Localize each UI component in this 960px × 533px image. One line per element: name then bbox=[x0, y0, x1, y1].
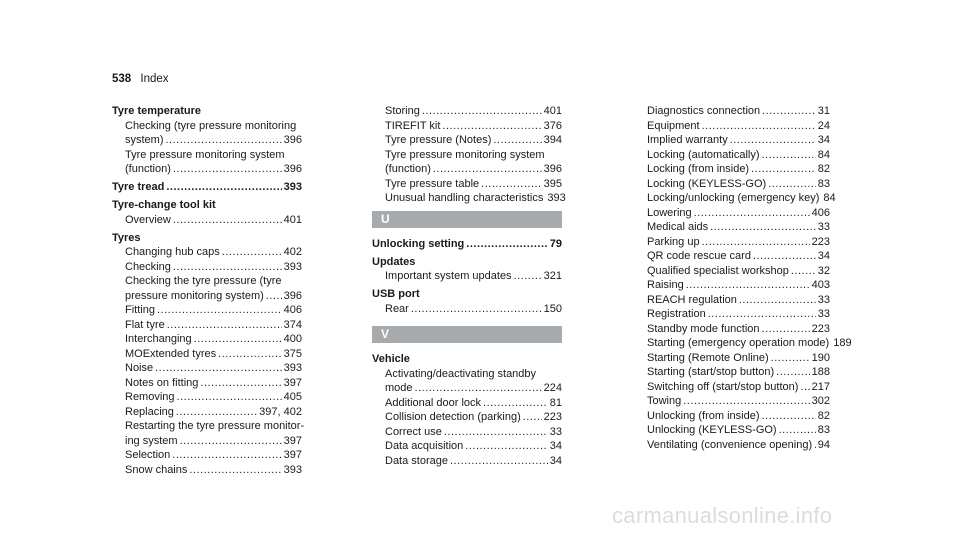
dot-leader bbox=[167, 318, 282, 333]
page-reference[interactable]: 150 bbox=[543, 302, 562, 315]
letter-heading: U bbox=[372, 211, 562, 228]
page-reference[interactable]: 403 bbox=[811, 279, 830, 291]
index-entry bbox=[634, 438, 830, 453]
index-entry bbox=[372, 133, 562, 148]
index-entry-text: Qualified specialist workshop bbox=[647, 264, 789, 277]
index-entry-text: Ventilating (convenience opening) bbox=[647, 438, 813, 451]
page-reference[interactable]: 82 bbox=[817, 163, 830, 175]
index-heading bbox=[372, 287, 562, 302]
index-entry-text: Flat tyre bbox=[125, 318, 165, 331]
index-entry-text: Starting (emergency operation mode) bbox=[647, 337, 830, 349]
dot-leader bbox=[450, 454, 548, 469]
index-entry bbox=[372, 302, 562, 317]
index-entry bbox=[112, 260, 302, 275]
page-reference[interactable]: 397, 402 bbox=[259, 405, 302, 418]
dot-leader bbox=[433, 162, 542, 177]
index-entry-text: pressure monitoring system) bbox=[125, 289, 264, 302]
index-heading bbox=[112, 231, 302, 246]
dot-leader bbox=[771, 351, 810, 366]
index-entry bbox=[634, 423, 830, 438]
index-entry bbox=[634, 322, 830, 337]
dot-leader bbox=[779, 423, 816, 438]
index-entry-text: (function) bbox=[125, 163, 171, 175]
index-entry-text: REACH regulation bbox=[647, 293, 737, 306]
index-entry-text: ing system bbox=[125, 434, 178, 447]
index-heading bbox=[372, 352, 562, 367]
index-entry-text: Starting (Remote Online) bbox=[647, 351, 769, 364]
page-reference[interactable]: 321 bbox=[543, 270, 562, 282]
letter-heading: V bbox=[372, 326, 562, 343]
page-reference[interactable]: 393 bbox=[283, 362, 302, 374]
index-entry-text: Medical aids bbox=[647, 221, 709, 233]
page-reference[interactable]: 188 bbox=[811, 366, 830, 378]
index-entry-text: Important system updates bbox=[385, 270, 512, 282]
dot-leader bbox=[177, 390, 282, 405]
dot-leader bbox=[768, 177, 816, 192]
index-entry bbox=[634, 133, 830, 148]
page-reference[interactable]: 400 bbox=[283, 333, 302, 345]
index-entry-text: Data acquisition bbox=[385, 440, 464, 452]
page-reference[interactable]: 375 bbox=[283, 347, 302, 360]
index-heading-text: USB port bbox=[372, 288, 420, 300]
index-entry bbox=[634, 264, 830, 279]
page-reference[interactable]: 396 bbox=[283, 134, 302, 146]
index-heading bbox=[112, 198, 302, 213]
index-entry-text: Raising bbox=[647, 279, 684, 291]
index-entry bbox=[634, 191, 836, 206]
index-entry bbox=[372, 162, 562, 177]
page-reference[interactable]: 393 bbox=[547, 192, 566, 204]
dot-leader bbox=[686, 278, 810, 293]
index-entry bbox=[634, 409, 830, 424]
page-reference[interactable]: 34 bbox=[817, 134, 830, 146]
index-entry-text: Snow chains bbox=[125, 463, 188, 476]
index-entry bbox=[112, 434, 302, 449]
index-entry-text: Storing bbox=[385, 105, 420, 117]
page-reference[interactable]: 397 bbox=[283, 449, 302, 461]
index-entry-text: Starting (start/stop button) bbox=[647, 366, 775, 378]
page-reference[interactable]: 396 bbox=[543, 163, 562, 175]
dot-leader bbox=[173, 213, 282, 228]
index-heading-text: Tyre tread bbox=[112, 181, 165, 193]
dot-leader bbox=[523, 410, 542, 425]
page-reference[interactable]: 397 bbox=[283, 376, 302, 389]
index-column-2 bbox=[372, 104, 566, 468]
page-reference[interactable]: 81 bbox=[549, 396, 562, 409]
index-entry-text: Locking (automatically) bbox=[647, 148, 760, 161]
index-entry bbox=[372, 425, 562, 440]
page-reference[interactable]: 83 bbox=[817, 424, 830, 436]
page-reference[interactable]: 33 bbox=[817, 221, 830, 233]
index-heading bbox=[372, 237, 562, 252]
index-entry bbox=[112, 318, 302, 333]
dot-leader bbox=[776, 365, 809, 380]
index-entry-text: Checking bbox=[125, 260, 171, 273]
index-entry bbox=[372, 177, 562, 192]
dot-leader bbox=[173, 260, 282, 275]
index-entry bbox=[112, 245, 302, 260]
index-entry-text: Locking (KEYLESS-GO) bbox=[647, 177, 767, 190]
dot-leader bbox=[481, 177, 541, 192]
index-entry-text: Data storage bbox=[385, 454, 448, 467]
index-heading-text: Vehicle bbox=[372, 353, 410, 365]
page-reference[interactable]: 223 bbox=[811, 235, 830, 248]
dot-leader bbox=[176, 405, 257, 420]
dot-leader bbox=[683, 394, 809, 409]
index-entry bbox=[372, 410, 562, 425]
dot-leader bbox=[762, 148, 816, 163]
page-reference[interactable]: 394 bbox=[543, 134, 562, 146]
page-reference[interactable]: 33 bbox=[549, 425, 562, 438]
index-entry-text: Implied warranty bbox=[647, 134, 728, 146]
dot-leader bbox=[814, 438, 816, 453]
dot-leader bbox=[442, 119, 541, 134]
dot-leader bbox=[166, 133, 282, 148]
index-entry-text: QR code rescue card bbox=[647, 250, 751, 262]
index-entry bbox=[112, 463, 302, 478]
page-reference[interactable]: 82 bbox=[817, 409, 830, 422]
page-reference[interactable]: 31 bbox=[817, 105, 830, 117]
index-entry-text: Checking (tyre pressure monitoring bbox=[125, 119, 297, 132]
dot-leader bbox=[514, 269, 542, 284]
dot-leader bbox=[415, 381, 542, 396]
page-reference[interactable]: 223 bbox=[543, 411, 562, 423]
index-entry-text: mode bbox=[385, 382, 413, 394]
index-entry bbox=[372, 396, 562, 411]
dot-leader bbox=[751, 162, 816, 177]
page-reference[interactable]: 393 bbox=[283, 260, 302, 273]
index-entry-text: MOExtended tyres bbox=[125, 347, 217, 360]
page-reference[interactable]: 396 bbox=[283, 163, 302, 175]
page-reference[interactable]: 190 bbox=[811, 351, 830, 364]
index-entry bbox=[372, 119, 562, 134]
section-title: Index bbox=[140, 73, 169, 85]
index-entry bbox=[372, 439, 562, 454]
index-entry-text: Checking the tyre pressure (tyre bbox=[125, 275, 282, 287]
index-entry-text: Selection bbox=[125, 449, 171, 461]
dot-leader bbox=[791, 264, 816, 279]
dot-leader bbox=[411, 302, 542, 317]
dot-leader bbox=[222, 245, 282, 260]
index-entry bbox=[634, 235, 830, 250]
index-entry bbox=[372, 381, 562, 396]
page-reference[interactable]: 223 bbox=[811, 322, 830, 335]
dot-leader bbox=[155, 361, 282, 376]
index-entry-text: Noise bbox=[125, 362, 154, 374]
index-entry-text: Tyre pressure (Notes) bbox=[385, 134, 492, 146]
index-entry bbox=[634, 220, 830, 235]
index-entry bbox=[634, 162, 830, 177]
index-entry-text: Lowering bbox=[647, 206, 692, 219]
page-reference[interactable]: 34 bbox=[817, 250, 830, 262]
page-reference[interactable]: 374 bbox=[283, 318, 302, 331]
dot-leader bbox=[466, 237, 547, 252]
dot-leader bbox=[483, 396, 548, 411]
index-entry bbox=[112, 361, 302, 376]
index-entry bbox=[112, 162, 302, 177]
dot-leader bbox=[762, 322, 810, 337]
index-entry bbox=[372, 454, 562, 469]
index-entry-text: Tyre pressure table bbox=[385, 177, 480, 190]
index-entry-text: Switching off (start/stop button) bbox=[647, 380, 799, 393]
page-reference[interactable]: 94 bbox=[817, 438, 830, 451]
index-entry bbox=[112, 347, 302, 362]
index-entry-text: Locking (from inside) bbox=[647, 163, 750, 175]
page-header bbox=[112, 73, 169, 85]
index-entry-text: Diagnostics connection bbox=[647, 105, 761, 117]
index-entry-text: system) bbox=[125, 134, 164, 146]
index-entry-text: Standby mode function bbox=[647, 322, 760, 335]
index-entry bbox=[112, 303, 302, 318]
page-reference[interactable]: 79 bbox=[549, 237, 562, 250]
page-reference[interactable]: 401 bbox=[283, 213, 302, 226]
index-entry-text: Activating/deactivating standby bbox=[385, 367, 537, 380]
index-entry-text: Parking up bbox=[647, 235, 700, 248]
page-reference[interactable]: 396 bbox=[283, 289, 302, 302]
page-reference[interactable]: 224 bbox=[543, 382, 562, 394]
index-entry bbox=[634, 249, 830, 264]
index-entry bbox=[112, 289, 302, 304]
index-entry bbox=[112, 133, 302, 148]
index-entry bbox=[634, 351, 830, 366]
index-entry-text: Notes on fitting bbox=[125, 376, 199, 389]
dot-leader bbox=[157, 303, 282, 318]
dot-leader bbox=[800, 380, 809, 395]
index-entry bbox=[372, 191, 566, 206]
page-reference[interactable]: 405 bbox=[283, 391, 302, 403]
index-column-3 bbox=[634, 104, 852, 452]
dot-leader bbox=[172, 448, 281, 463]
page-reference[interactable]: 376 bbox=[543, 119, 562, 132]
index-entry-text: Unusual handling characteristics bbox=[385, 192, 544, 204]
index-entry-text: Fitting bbox=[125, 304, 155, 316]
dot-leader bbox=[702, 119, 816, 134]
index-heading bbox=[112, 180, 302, 195]
index-entry-text: Equipment bbox=[647, 119, 700, 132]
index-entry-text: Replacing bbox=[125, 405, 174, 418]
index-entry bbox=[112, 213, 302, 228]
index-entry-text: Collision detection (parking) bbox=[385, 411, 521, 423]
index-heading-text: Unlocking setting bbox=[372, 237, 465, 250]
index-column-1 bbox=[112, 104, 305, 477]
index-entry bbox=[112, 332, 302, 347]
index-entry bbox=[372, 104, 562, 119]
dot-leader bbox=[444, 425, 548, 440]
watermark: carmanualsonline.info bbox=[612, 503, 833, 528]
index-entry-text: Unlocking (KEYLESS-GO) bbox=[647, 424, 777, 436]
page-reference[interactable]: 395 bbox=[543, 177, 562, 190]
page-reference[interactable]: 406 bbox=[811, 206, 830, 219]
index-entry-text: Rear bbox=[385, 302, 409, 315]
index-entry bbox=[634, 293, 830, 308]
page-reference[interactable]: 34 bbox=[549, 440, 562, 452]
dot-leader bbox=[422, 104, 542, 119]
dot-leader bbox=[753, 249, 816, 264]
index-entry bbox=[634, 278, 830, 293]
index-entry bbox=[634, 336, 852, 351]
dot-leader bbox=[710, 220, 816, 235]
page-reference[interactable]: 34 bbox=[549, 454, 562, 467]
page-reference[interactable]: 84 bbox=[823, 192, 836, 204]
page-reference[interactable]: 33 bbox=[817, 293, 830, 306]
dot-leader bbox=[189, 463, 281, 478]
dot-leader bbox=[493, 133, 541, 148]
page-reference[interactable]: 402 bbox=[283, 246, 302, 258]
dot-leader bbox=[180, 434, 282, 449]
dot-leader bbox=[194, 332, 282, 347]
index-heading bbox=[372, 255, 562, 270]
page-reference[interactable]: 406 bbox=[283, 304, 302, 316]
index-heading-text: Tyre temperature bbox=[112, 105, 202, 117]
page-number: 538 bbox=[112, 73, 132, 85]
index-entry bbox=[634, 206, 830, 221]
index-entry bbox=[112, 376, 302, 391]
dot-leader bbox=[702, 235, 810, 250]
index-entry bbox=[634, 148, 830, 163]
index-entry bbox=[372, 269, 562, 284]
page-reference[interactable]: 401 bbox=[543, 105, 562, 117]
dot-leader bbox=[761, 409, 815, 424]
index-entry-text: Additional door lock bbox=[385, 396, 482, 409]
page-reference[interactable]: 84 bbox=[817, 148, 830, 161]
page-reference[interactable]: 302 bbox=[811, 395, 830, 407]
index-heading-text: Tyres bbox=[112, 231, 141, 244]
index-entry bbox=[112, 448, 302, 463]
index-entry bbox=[112, 390, 302, 405]
dot-leader bbox=[200, 376, 281, 391]
page-reference[interactable]: 83 bbox=[817, 177, 830, 190]
page-reference[interactable]: 393 bbox=[283, 181, 302, 193]
dot-leader bbox=[694, 206, 810, 221]
index-entry-text: Locking/unlocking (emergency key) bbox=[647, 192, 820, 204]
index-entry bbox=[634, 380, 830, 395]
index-entry bbox=[634, 119, 830, 134]
index-entry bbox=[634, 365, 830, 380]
index-entry-text: Registration bbox=[647, 308, 706, 320]
page-reference[interactable]: 24 bbox=[817, 119, 830, 132]
index-entry bbox=[634, 177, 830, 192]
dot-leader bbox=[465, 439, 547, 454]
page-reference[interactable]: 33 bbox=[817, 308, 830, 320]
index-heading bbox=[112, 104, 302, 119]
index-entry-text: (function) bbox=[385, 163, 431, 175]
index-entry bbox=[634, 307, 830, 322]
index-entry-text: TIREFIT kit bbox=[385, 119, 441, 132]
dot-leader bbox=[173, 162, 282, 177]
page-reference[interactable]: 393 bbox=[283, 463, 302, 476]
index-entry-text: Correct use bbox=[385, 425, 442, 438]
index-entry-text: Overview bbox=[125, 213, 171, 226]
page-reference[interactable]: 189 bbox=[833, 337, 852, 349]
index-entry-text: Unlocking (from inside) bbox=[647, 409, 760, 422]
dot-leader bbox=[218, 347, 282, 362]
dot-leader bbox=[730, 133, 816, 148]
page-reference[interactable]: 397 bbox=[283, 434, 302, 447]
index-entry bbox=[634, 104, 830, 119]
dot-leader bbox=[708, 307, 816, 322]
index-entry-text: Changing hub caps bbox=[125, 246, 220, 258]
index-heading-text: Updates bbox=[372, 255, 416, 268]
index-entry-text: Towing bbox=[647, 395, 682, 407]
index-entry-text: Restarting the tyre pressure monitor- bbox=[125, 420, 305, 432]
index-entry-text: Removing bbox=[125, 391, 175, 403]
index-entry bbox=[112, 405, 302, 420]
page-reference[interactable]: 32 bbox=[817, 264, 830, 277]
index-entry-text: Interchanging bbox=[125, 333, 192, 345]
dot-leader bbox=[739, 293, 816, 308]
index-entry bbox=[634, 394, 830, 409]
index-entry-text: Tyre pressure monitoring system bbox=[125, 148, 285, 161]
index-entry-text: Tyre pressure monitoring system bbox=[385, 148, 545, 161]
page-reference[interactable]: 217 bbox=[811, 380, 830, 393]
dot-leader bbox=[166, 180, 281, 195]
index-heading-text: Tyre-change tool kit bbox=[112, 199, 216, 211]
dot-leader bbox=[762, 104, 816, 119]
dot-leader bbox=[266, 289, 282, 304]
